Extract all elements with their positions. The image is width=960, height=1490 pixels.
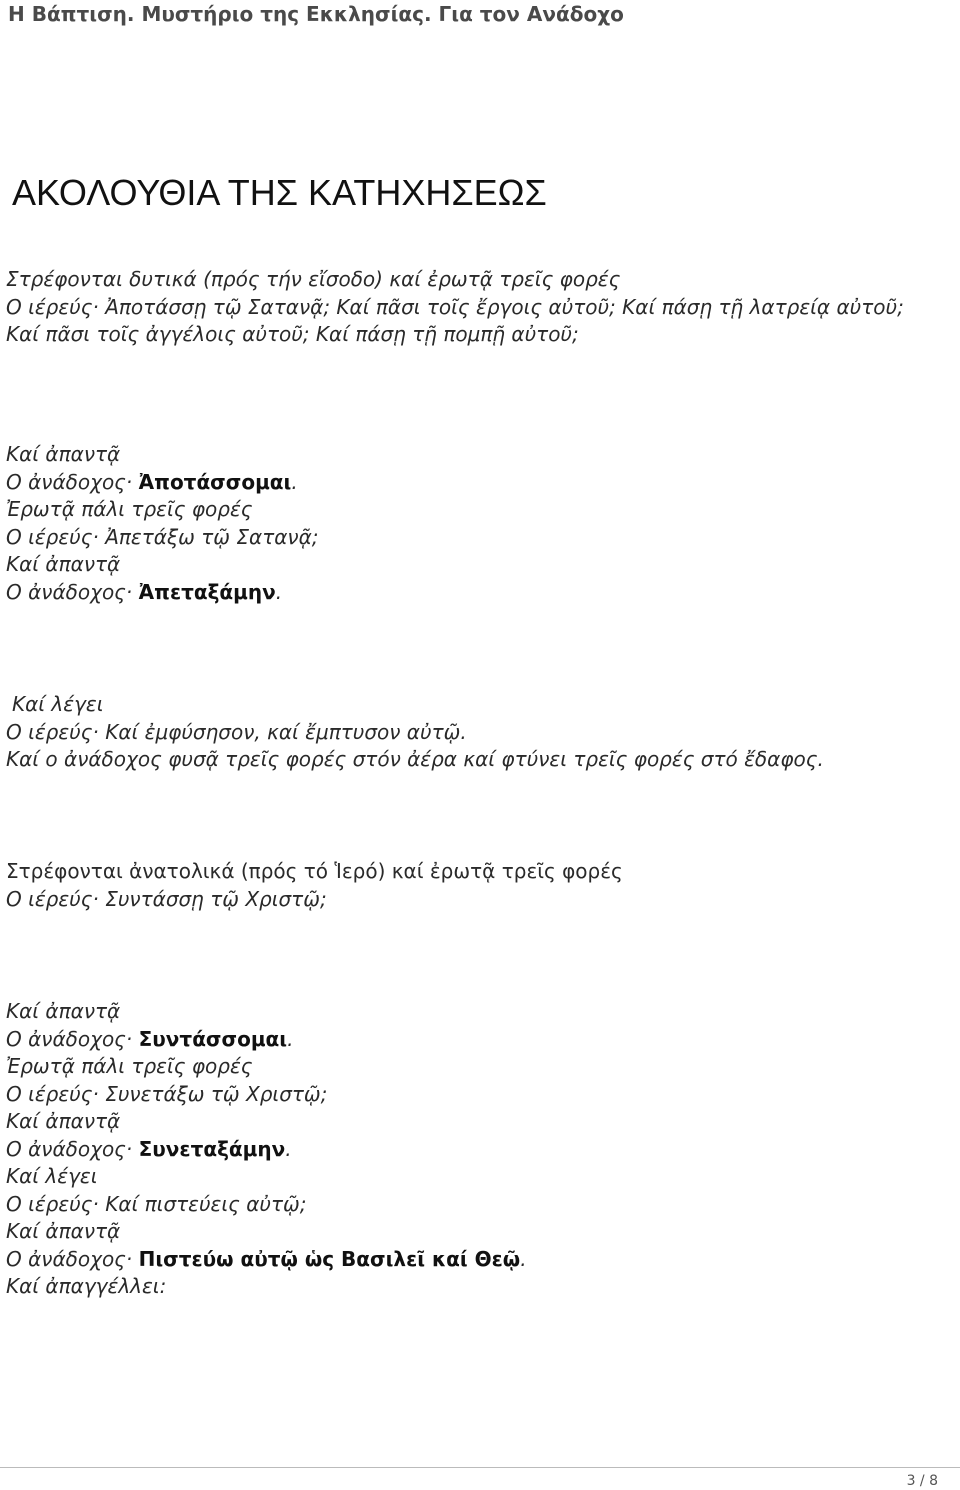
text-line: Καί ἀπαντᾷ — [6, 1109, 121, 1133]
text-line: Καί λέγει — [12, 692, 104, 716]
text-line: Στρέφονται δυτικά (πρός τήν εἴσοδο) καί ἐρωτᾷ τρεῖς φορές — [6, 267, 621, 291]
text-line: Ο ιέρεύς· Ἀπετάξω τῷ Σατανᾷ; — [6, 524, 319, 549]
text-line: Καί ἀπαντᾷ — [6, 1219, 121, 1243]
eastward-union-instructions — [6, 858, 623, 913]
text-line: Καί ἀπαντᾷ — [6, 552, 121, 576]
text-line — [6, 469, 319, 497]
renunciation-responses — [6, 441, 319, 606]
text-line — [6, 1246, 527, 1274]
speaker-label: Ο ἀνάδοχος· — [6, 1026, 139, 1051]
text-line: Καί ἀπαντᾷ — [6, 442, 121, 466]
text-line — [6, 579, 319, 607]
text-line: Ἐρωτᾷ πάλι τρεῖς φορές — [6, 497, 253, 521]
text-line: Ο ιέρεύς· Συντάσσῃ τῷ Χριστῷ; — [6, 886, 327, 911]
text-line: Καί ἀπαντᾷ — [6, 999, 121, 1023]
text-line: Ο ιέρεύς· Συνετάξω τῷ Χριστῷ; — [6, 1081, 328, 1106]
text-line: Καί ἀπαγγέλλει: — [6, 1274, 167, 1298]
speaker-label: Ο ἀνάδοχος· — [6, 579, 139, 604]
punctuation: . — [520, 1246, 527, 1271]
document-header: Η Βάπτιση. Μυστήριο της Εκκλησίας. Για τον Ανάδοχο — [8, 2, 624, 26]
text-line — [6, 1026, 527, 1054]
speaker-label: Ο ἀνάδοχος· — [6, 1246, 139, 1271]
punctuation: . — [275, 579, 283, 604]
response-text: Ἀποτάσσομαι — [138, 469, 292, 494]
text-line: Ο ιέρεύς· Ἀποτάσσῃ τῷ Σατανᾷ; Καί πᾶσι τοῖς ἔργοις αὐτοῦ; Καί πάσῃ τῇ λατρείᾳ αὐτοῦ; — [6, 294, 904, 319]
westward-renunciation-instructions — [6, 266, 904, 349]
page-number: 3 / 8 — [906, 1473, 938, 1489]
footer-divider — [0, 1467, 960, 1468]
response-text: Ἀπεταξάμην — [138, 579, 276, 604]
text-line: Ο ιέρεύς· Καί πιστεύεις αὐτῷ; — [6, 1191, 307, 1216]
speaker-label: Ο ἀνάδοχος· — [6, 1136, 139, 1161]
text-line: Καί λέγει — [6, 1164, 98, 1188]
punctuation: . — [285, 1136, 292, 1161]
response-text: Συντάσσομαι — [138, 1026, 288, 1051]
text-line: Στρέφονται ἀνατολικά (πρός τό Ἱερό) καί ἐρωτᾷ τρεῖς φορές — [6, 859, 623, 883]
text-line: Ἐρωτᾷ πάλι τρεῖς φορές — [6, 1054, 253, 1078]
punctuation: . — [287, 1026, 294, 1051]
punctuation: . — [291, 469, 298, 494]
union-responses — [6, 998, 527, 1301]
response-text: Πιστεύω αὐτῷ ὡς Βασιλεῖ καί Θεῷ — [138, 1246, 521, 1271]
response-text: Συνεταξάμην — [138, 1136, 286, 1161]
speaker-label: Ο ἀνάδοχος· — [6, 469, 139, 494]
text-line: Καί πᾶσι τοῖς ἀγγέλοις αὐτοῦ; Καί πάσῃ τῇ πομπῇ αὐτοῦ; — [6, 322, 579, 346]
text-line: Ο ιέρεύς· Καί ἐμφύσησον, καί ἔμπτυσον αὐτῷ. — [6, 719, 467, 744]
exsufflation-instructions — [6, 691, 824, 774]
text-line — [6, 1136, 527, 1164]
text-line: Καί ο ἀνάδοχος φυσᾷ τρεῖς φορές στόν ἀέρα καί φτύνει τρεῖς φορές στό ἔδαφος. — [6, 747, 824, 771]
section-title: ΑΚΟΛΟΥΘΙΑ ΤΗΣ ΚΑΤΗΧΗΣΕΩΣ — [12, 172, 547, 213]
